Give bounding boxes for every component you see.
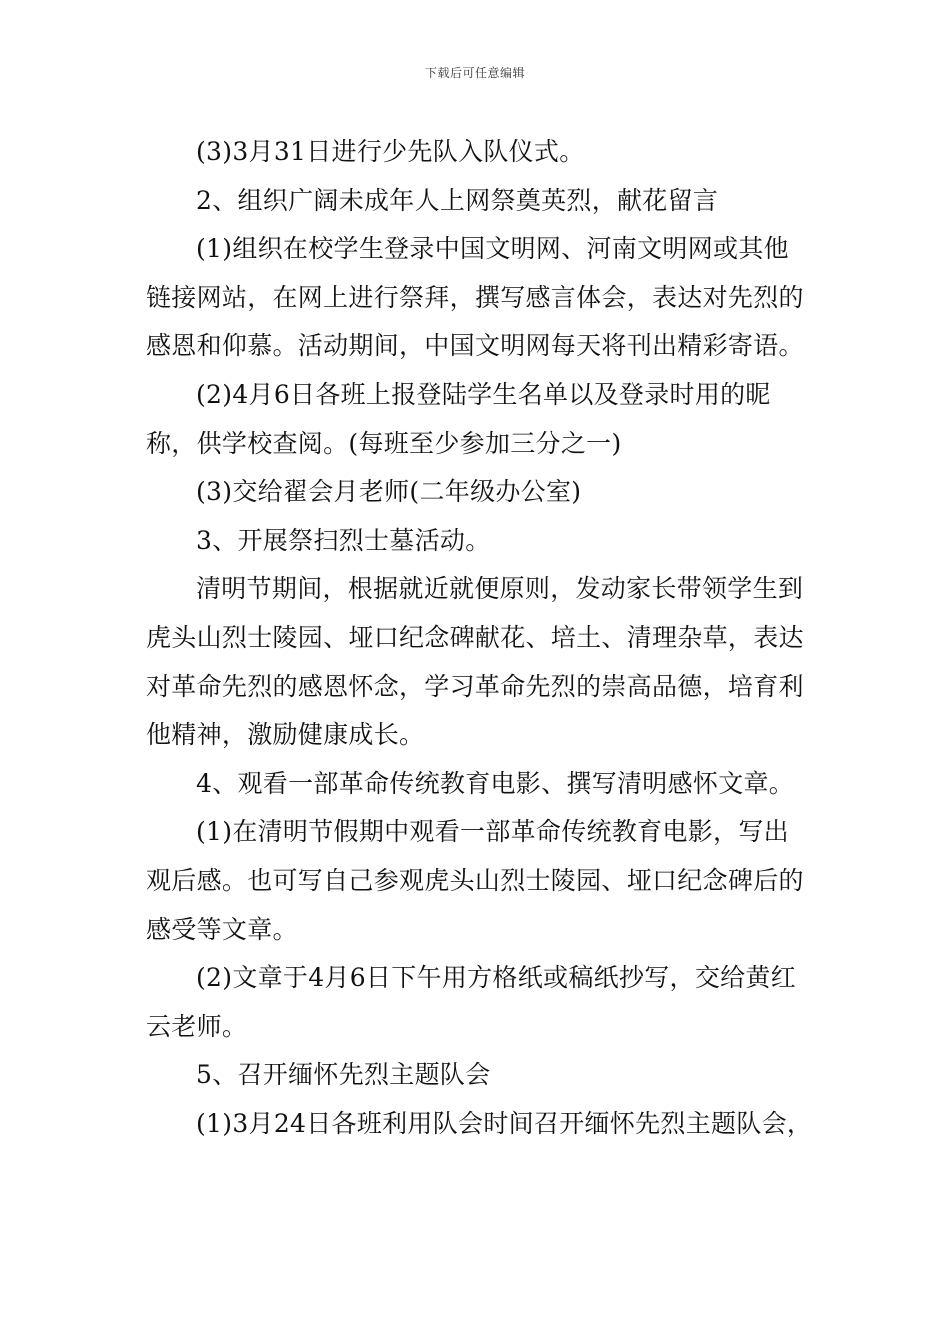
- paragraph-6: 3、开展祭扫烈士墓活动。: [196, 525, 491, 555]
- paragraph-8: 4、观看一部革命传统教育电影、撰写清明感怀文章。: [196, 768, 795, 798]
- paragraph-1: (3)3月31日进行少先队入队仪式。: [196, 137, 585, 166]
- paragraph-2: 2、组织广阔未成年人上网祭奠英烈，献花留言: [196, 185, 719, 215]
- paragraph-11: 5、召开缅怀先烈主题队会: [196, 1060, 491, 1090]
- paragraph-10: (2)文章于4月6日下午用方格纸或稿纸抄写，交给黄红云老师。: [146, 963, 797, 1041]
- paragraph-7: 清明节期间，根据就近就便原则，发动家长带领学生到虎头山烈士陵园、垭口纪念碑献花、培土、清理杂草，表达对革命先烈的感恩怀念，学习革命先烈的崇高品德，培育利他精神，激励健康成长。: [146, 574, 804, 750]
- document-body: [146, 128, 814, 1148]
- paragraph-9: (1)在清明节假期中观看一部革命传统教育电影，写出观后感。也可写自己参观虎头山烈士陵园、垭口纪念碑后的感受等文章。: [146, 817, 804, 944]
- paragraph-3: (1)组织在校学生登录中国文明网、河南文明网或其他链接网站，在网上进行祭拜，撰写感言体会，表达对先烈的感恩和仰慕。活动期间，中国文明网每天将刊出精彩寄语。: [146, 234, 804, 361]
- paragraph-5: (3)交给翟会月老师(二年级办公室): [196, 477, 582, 507]
- page-header: 下载后可任意编辑: [424, 66, 525, 80]
- paragraph-4: (2)4月6日各班上报登陆学生名单以及登录时用的昵称，供学校查阅。(每班至少参加三分之一): [146, 379, 771, 458]
- paragraph-12: (1)3月24日各班利用队会时间召开缅怀先烈主题队会，: [196, 1108, 813, 1138]
